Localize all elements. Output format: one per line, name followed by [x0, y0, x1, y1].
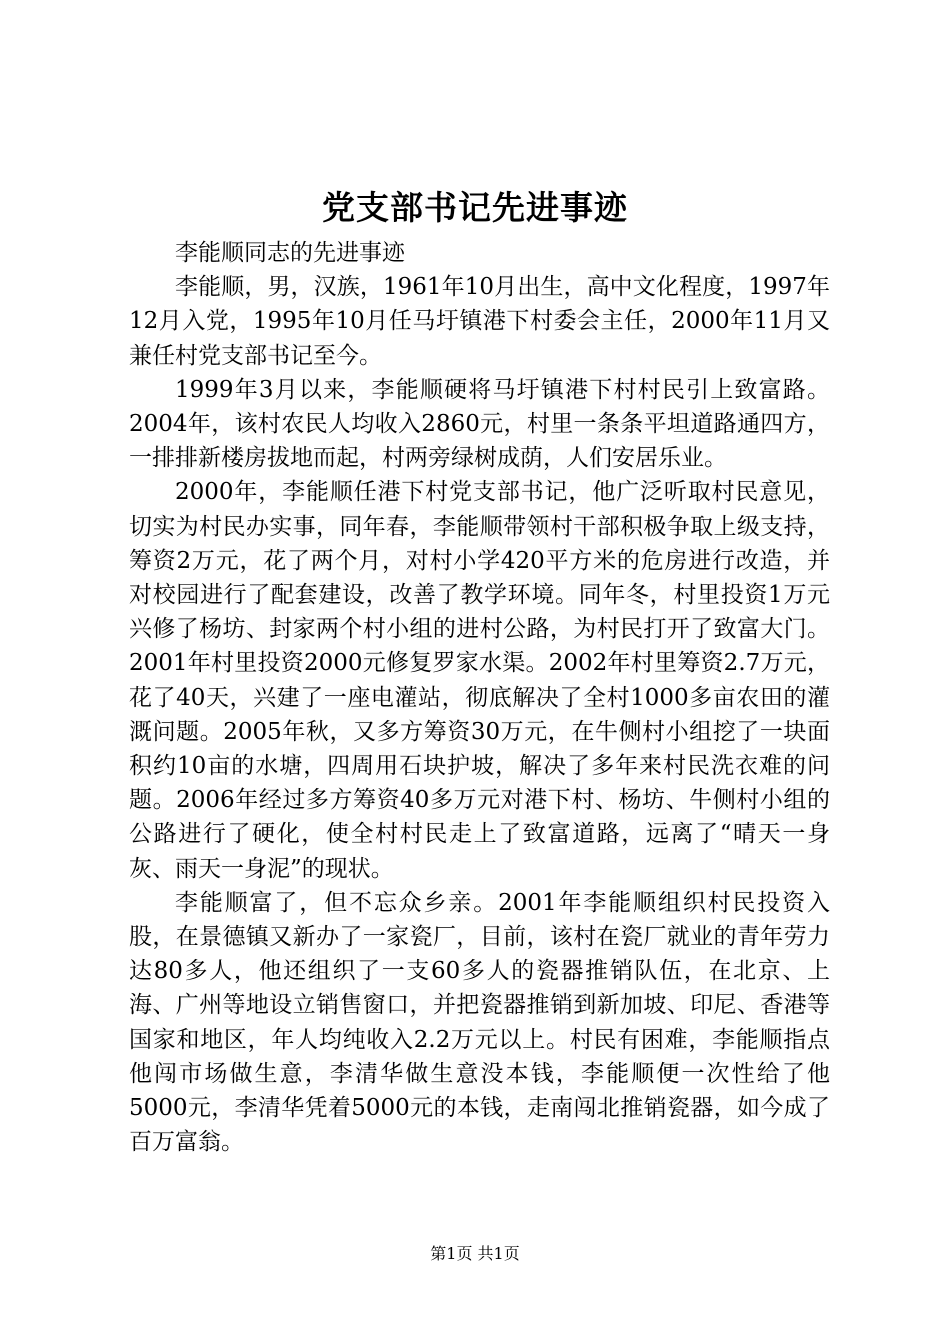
paragraph-3: 2000年，李能顺任港下村党支部书记，他广泛听取村民意见，切实为村民办实事，同年春，李能顺带领村干部积极争取上级支持，筹资2万元，花了两个月，对村小学420平方米的危房进行改造，并对校园进行了配套建设，改善了教学环境。同年冬，村里投资1万元兴修了杨坊、封家两个村小组的进村公路，为村民打开了致富大门。2001年村里投资2000元修复罗家水渠。2002年村里筹资2.7万元，花了40天，兴建了一座电灌站，彻底解决了全村1000多亩农田的灌溉问题。2005年秋，又多方筹资30万元，在牛侧村小组挖了一块面积约10亩的水塘，四周用石块护坡，解决了多年来村民洗衣难的问题。2006年经过多方筹资40多万元对港下村、杨坊、牛侧村小组的公路进行了硬化，使全村村民走上了致富道路，远离了“晴天一身灰、雨天一身泥”的现状。 [129, 479, 830, 882]
document-body [129, 236, 830, 1159]
document-title: 党支部书记先进事迹 [322, 188, 628, 227]
paragraph-4: 李能顺富了，但不忘众乡亲。2001年李能顺组织村民投资入股，在景德镇又新办了一家瓷厂，目前，该村在瓷厂就业的青年劳力达80多人，他还组织了一支60多人的瓷器推销队伍，在北京、上海、广州等地设立销售窗口，并把瓷器推销到新加坡、印尼、香港等国家和地区，年人均纯收入2.2万元以上。村民有困难，李能顺指点他闯市场做生意，李清华做生意没本钱，李能顺便一次性给了他5000元，李清华凭着5000元的本钱，走南闯北推销瓷器，如今成了百万富翁。 [129, 889, 830, 1156]
subtitle-paragraph: 李能顺同志的先进事迹 [175, 240, 405, 266]
page-footer: 第1页 共1页 [430, 1244, 520, 1263]
paragraph-1: 李能顺，男，汉族，1961年10月出生，高中文化程度，1997年12月入党，1995年10月任马圩镇港下村委会主任，2000年11月又兼任村党支部书记至今。 [129, 274, 830, 369]
paragraph-2: 1999年3月以来，李能顺硬将马圩镇港下村村民引上致富路。2004年，该村农民人均收入2860元，村里一条条平坦道路通四方，一排排新楼房拔地而起，村两旁绿树成荫，人们安居乐业。 [129, 376, 830, 472]
